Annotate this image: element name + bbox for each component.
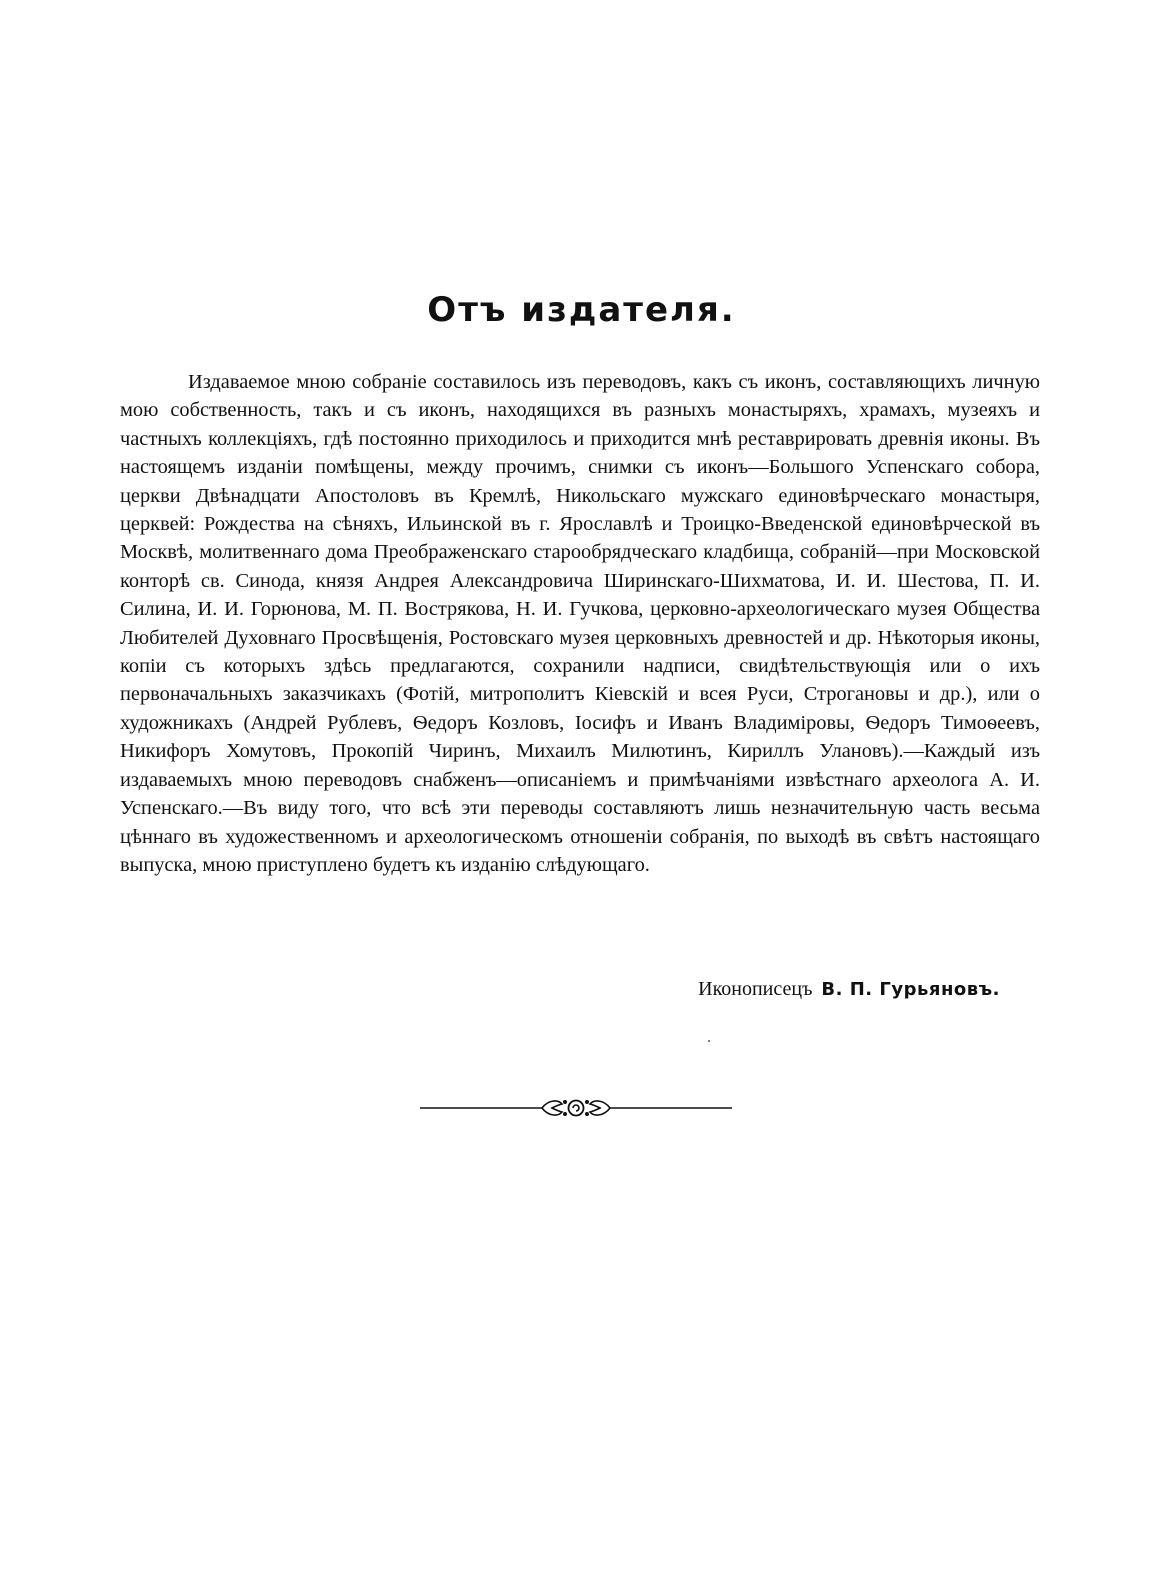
body-paragraph: Издаваемое мною собраніе составилось изъ переводовъ, какъ съ иконъ, составляющихъ личную мою собственность, такъ и съ иконъ, находящихся въ разныхъ монастыряхъ, храмахъ, музеяхъ и частныхъ коллекціяхъ, гдѣ постоянно приходилось и приходится мнѣ реставрировать древнія иконы. Въ настоящемъ изданіи помѣщены, между прочимъ, снимки съ иконъ—Большого Успенскаго собора, церкви Двѣнадцати Апостоловъ въ Кремлѣ, Никольскаго мужскаго единовѣрческаго монастыря, церквей: Рождества на сѣняхъ, Ильинской въ г. Ярославлѣ и Троицко-Введенской единовѣрческой въ Москвѣ, молитвеннаго дома Преображенскаго старообрядческаго кладбища, собраній—при Московской конторѣ св. Синода, князя Андрея Александровича Ширинскаго-Шихматова, И. И. Шестова, П. И. Силина, И. И. Горюнова, М. П. Вострякова, Н. И. Гучкова, церковно-археологическаго музея Общества Любителей Духовнаго Просвѣщенія, Ростовскаго музея церковныхъ древностей и др. Нѣкоторыя иконы, копіи съ которыхъ здѣсь предлагаются, сохранили надписи, свидѣтельствующія или о ихъ первоначальныхъ заказчикахъ (Фотій, митрополитъ Кіевскій и всея Руси, Строгановы и др.), или о художникахъ (Андрей Рублевъ, Ѳедоръ Козловъ, Іосифъ и Иванъ Владиміровы, Ѳедоръ Тимоѳеевъ, Никифоръ Хомутовъ, Прокопій Чиринъ, Михаилъ Милютинъ, Кириллъ Улановъ).—Каждый изъ издаваемыхъ мною переводовъ снабженъ—описаніемъ и примѣчаніями извѣстнаго археолога А. И. Успенскаго.—Въ виду того, что всѣ эти переводы составляютъ лишь незначительную часть весьма цѣннаго въ художественномъ и археологическомъ отношеніи собранія, по выходѣ въ свѣтъ настоящаго выпуска, мною приступлено будетъ къ изданію слѣдующаго. — [120, 371, 1040, 876]
scroll-ornament-icon — [420, 1095, 732, 1121]
signature-name: В. П. Гурьяновъ. — [821, 979, 1000, 1000]
signature-role: Иконописецъ — [698, 978, 813, 1000]
print-speck — [708, 1040, 710, 1042]
page-title: Отъ издателя. — [427, 290, 736, 330]
signature — [600, 978, 1000, 1001]
